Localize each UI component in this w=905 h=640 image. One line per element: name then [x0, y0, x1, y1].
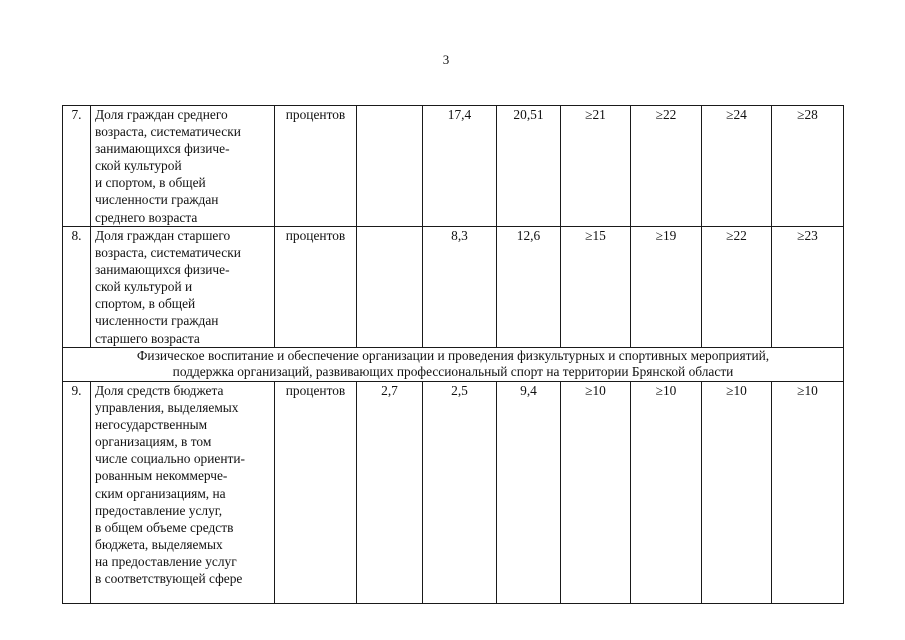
table-row	[63, 227, 844, 348]
section-header-row	[63, 348, 844, 382]
value-cell: 17,4	[423, 106, 497, 227]
value-cell: ≥10	[631, 382, 702, 604]
value-cell: 9,4	[497, 382, 561, 604]
value-cell: ≥24	[702, 106, 772, 227]
indicator-name: Доля граждан среднего возраста, систематически занимающихся физиче- ской культурой и спортом, в общей численности граждан среднего возраста	[91, 106, 275, 227]
indicator-name: Доля граждан старшего возраста, систематически занимающихся физиче- ской культурой и спортом, в общей численности граждан старшего возраста	[91, 227, 275, 348]
value-cell	[357, 227, 423, 348]
page-number: 3	[442, 52, 450, 67]
value-cell: ≥15	[561, 227, 631, 348]
value-cell: 2,5	[423, 382, 497, 604]
indicator-name: Доля средств бюджета управления, выделяемых негосударственным организациям, в том числе социально ориенти- рованным некоммерче- ским организациям, на предоставление услуг, в общем объеме средств бюджета, выделяемых на предоставление услуг в соответствующей сфере	[91, 382, 275, 604]
value-cell: ≥28	[772, 106, 844, 227]
unit-cell: процентов	[275, 382, 357, 604]
value-cell: 8,3	[423, 227, 497, 348]
value-cell: 12,6	[497, 227, 561, 348]
section-header	[63, 348, 844, 382]
row-number: 9.	[63, 382, 91, 604]
unit-cell: процентов	[275, 106, 357, 227]
value-cell: ≥22	[702, 227, 772, 348]
value-cell	[357, 106, 423, 227]
row-number: 8.	[63, 227, 91, 348]
indicators-table	[62, 105, 844, 604]
value-cell: 2,7	[357, 382, 423, 604]
value-cell: ≥10	[561, 382, 631, 604]
table-row	[63, 382, 844, 604]
value-cell: ≥23	[772, 227, 844, 348]
value-cell: 20,51	[497, 106, 561, 227]
table-row	[63, 106, 844, 227]
value-cell: ≥10	[772, 382, 844, 604]
value-cell: ≥21	[561, 106, 631, 227]
unit-cell: процентов	[275, 227, 357, 348]
section-header-line: Физическое воспитание и обеспечение организации и проведения физкультурных и спортивных мероприятий,	[136, 348, 770, 363]
row-number: 7.	[63, 106, 91, 227]
value-cell: ≥22	[631, 106, 702, 227]
section-header-line: поддержка организаций, развивающих профессиональный спорт на территории Брянской области	[172, 364, 734, 379]
value-cell: ≥10	[702, 382, 772, 604]
value-cell: ≥19	[631, 227, 702, 348]
